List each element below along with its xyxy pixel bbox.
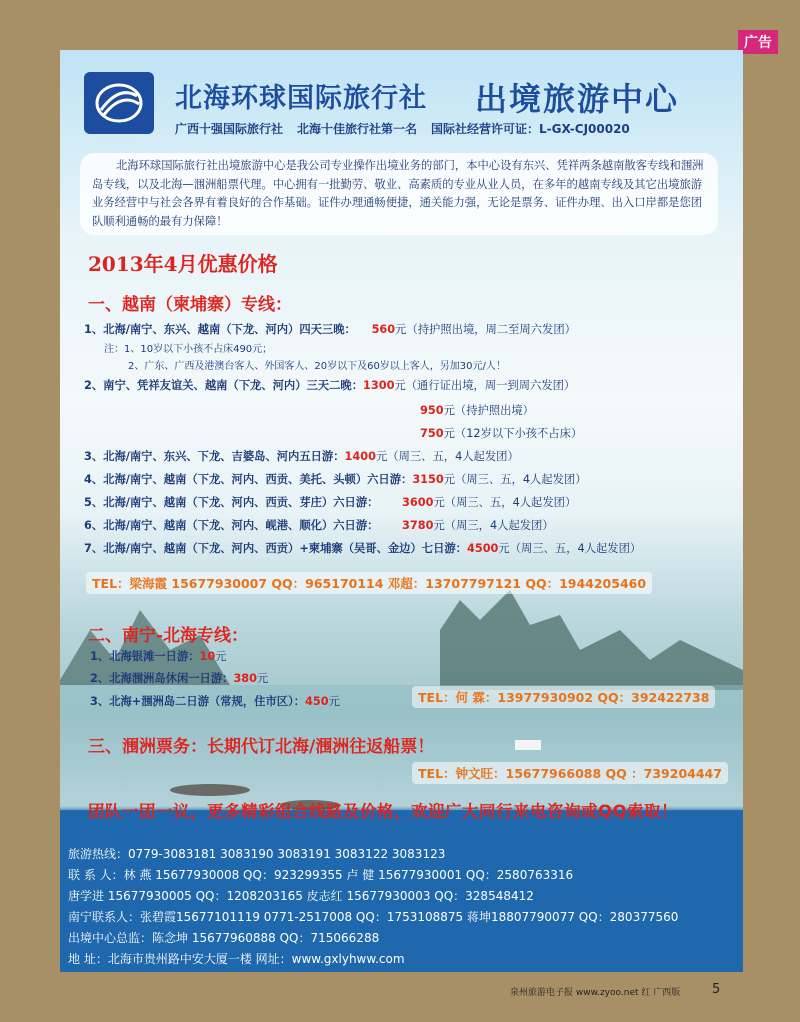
route-4: 4、北海/南宁、越南（下龙、河内、西贡、美托、头顿）六日游：3150元（周三、五，4人起发团） xyxy=(84,473,587,486)
section-nanning-title: 二、南宁-北海专线： xyxy=(88,626,249,646)
route-1: 1、北海/南宁、东兴、越南（下龙、河内）四天三晚： 560元（持护照出境，周二至周六发团） xyxy=(84,323,576,336)
sec2-contact: TEL：何 霖：13977930902 QQ：392422738 xyxy=(412,686,715,708)
contact-hotline: 旅游热线：0779-3083181 3083190 3083191 3083122 3083123 xyxy=(68,847,446,861)
route-3: 3、北海/南宁、东兴、下龙、吉婆岛、河内五日游：1400元（周三、五，4人起发团） xyxy=(84,450,519,463)
ad-tag: 广告 xyxy=(738,30,778,54)
route-6: 6、北海/南宁、越南（下龙、河内、岘港、顺化）六日游： 3780元（周三，4人起发团） xyxy=(84,519,554,532)
sec2-route-1: 1、北海银滩一日游：10元 xyxy=(90,650,227,663)
credentials: 广西十强国际旅行社 北海十佳旅行社第一名 国际社经营许可证：L-GX-CJ00020 xyxy=(175,122,630,136)
route-2-price-b: 950元（持护照出境） xyxy=(420,404,534,417)
route-2: 2、南宁、凭祥友谊关、越南（下龙、河内）三天二晚：1300元（通行证出境，周一到周六发团） xyxy=(84,379,576,392)
section-vietnam-title: 一、越南（柬埔寨）专线： xyxy=(88,295,292,315)
contact-director: 出境中心总监：陈念坤 15677960888 QQ：715066288 xyxy=(68,931,380,945)
route-7: 7、北海/南宁、越南（下龙、河内、西贡）+柬埔寨（吴哥、金边）七日游：4500元（周三、五，4人起发团） xyxy=(84,542,642,555)
route-1-note-2: 2、广东、广西及港澳台客人、外国客人、20岁以下及60岁以上客人，另加30元/人！ xyxy=(128,361,506,372)
route-2-price-c: 750元（12岁以下小孩不占床） xyxy=(420,427,583,440)
contact-nanning: 南宁联系人：张碧霞15677101119 0771-2517008 QQ：1753108875 蒋坤18807790077 QQ：280377560 xyxy=(68,910,679,924)
page-number: 5 xyxy=(712,982,721,997)
center-name: 出境旅游中心 xyxy=(475,80,680,118)
sec3-contact: TEL：钟文旺：15677966088 QQ ：739204447 xyxy=(412,762,728,784)
sec1-contact: TEL：梁海霞 15677930007 QQ：965170114 邓超：13707797121 QQ：1944205460 xyxy=(86,572,652,594)
contact-persons: 联 系 人：林 燕 15677930008 QQ：923299355 卢 健 15677930001 QQ：2580763316 xyxy=(68,868,574,882)
section-ferry-title: 三、涠洲票务：长期代订北海/涠洲往返船票！ xyxy=(88,737,435,757)
route-1-note-1: 注：1、10岁以下小孩不占床490元； xyxy=(104,344,273,355)
agency-logo-icon xyxy=(84,72,154,134)
footer-publication: 泉州旅游电子报 www.zyoo.net 红 广西版 xyxy=(510,988,681,998)
route-5: 5、北海/南宁、越南（下龙、河内、西贡、芽庄）六日游： 3600元（周三、五，4人起发团） xyxy=(84,496,577,509)
promo-title: 2013年4月优惠价格 xyxy=(88,252,278,276)
contact-persons-2: 唐学进 15677930005 QQ：1208203165 皮志红 15677930003 QQ：328548412 xyxy=(68,889,534,903)
agency-name: 北海环球国际旅行社 xyxy=(175,83,427,114)
contact-address: 地 址：北海市贵州路中安大厦一楼 网址：www.gxlyhww.com xyxy=(68,952,405,966)
sec2-route-2: 2、北海涠洲岛休闲一日游：380元 xyxy=(90,672,269,685)
ad-panel xyxy=(60,50,743,972)
intro-text: 北海环球国际旅行社出境旅游中心是我公司专业操作出境业务的部门，本中心设有东兴、凭祥两条越南散客专线和涠洲岛专线，以及北海—涠洲船票代理。中心拥有一批勤劳、敬业、高素质的专业从业人员，在多年的越南专线及其它出境旅游业务经营中与社会各界有着良好的合作基础。证件办理通畅便捷，通关能力强，无论是票务、证件办理、出入口岸都是您团队顺利通畅的最有力保障！ xyxy=(80,153,718,235)
team-banner: 团队一团一议，更多精彩组合线路及价格，欢迎广大同行来电咨询或QQ索取！ xyxy=(88,802,679,821)
sec2-route-3: 3、北海+涠洲岛二日游（常规，住市区）：450元 xyxy=(90,695,340,708)
